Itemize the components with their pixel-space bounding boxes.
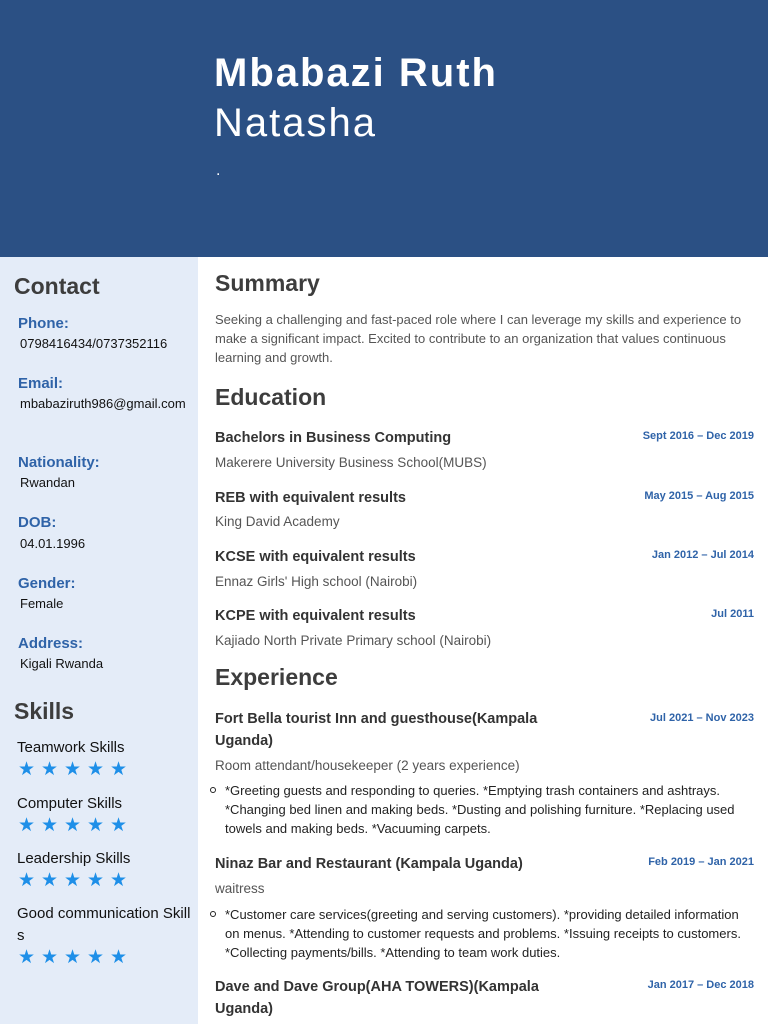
contact-value-phone: 0798416434/0737352116 <box>20 336 168 351</box>
education-school: King David Academy <box>215 514 340 529</box>
star-icon: ★ <box>109 759 128 780</box>
education-school: Ennaz Girls' High school (Nairobi) <box>215 574 418 589</box>
bullet-circle-icon <box>208 781 225 838</box>
education-degree: Bachelors in Business Computing <box>215 430 452 446</box>
star-icon: ★ <box>17 815 36 836</box>
header-banner <box>0 0 768 257</box>
skill-name-teamwork: Teamwork Skills <box>17 739 125 756</box>
contact-label-email: Email: <box>18 375 64 392</box>
skill-rating-leadership <box>17 871 128 891</box>
summary-heading: Summary <box>215 270 320 296</box>
contact-label-address: Address: <box>18 635 84 652</box>
star-icon: ★ <box>109 870 128 891</box>
contact-label-gender: Gender: <box>18 575 76 592</box>
experience-dates: Jul 2021 – Nov 2023 <box>650 712 754 724</box>
star-icon: ★ <box>86 759 105 780</box>
education-school: Makerere University Business School(MUBS) <box>215 455 487 470</box>
candidate-first-name: Mbabazi Ruth <box>214 51 498 95</box>
star-icon: ★ <box>40 870 59 891</box>
education-degree: KCPE with equivalent results <box>215 608 416 624</box>
skill-rating-computer <box>17 816 128 836</box>
star-icon: ★ <box>40 759 59 780</box>
star-icon: ★ <box>63 759 82 780</box>
star-icon: ★ <box>17 759 36 780</box>
education-dates: Jan 2012 – Jul 2014 <box>651 549 754 561</box>
header-subtitle: . <box>216 162 221 179</box>
experience-details <box>208 905 756 962</box>
experience-dates: Feb 2019 – Jan 2021 <box>648 856 754 868</box>
star-icon: ★ <box>63 947 82 968</box>
experience-details-text: *Greeting guests and responding to queries. *Emptying trash containers and ashtrays. *Changing bed linen and making beds. *Dusting and polishing furniture. *Replacing used towels and making beds. *Vacuuming carpets. <box>225 783 735 836</box>
education-heading: Education <box>215 384 327 410</box>
experience-heading: Experience <box>215 664 338 690</box>
skill-rating-communication <box>17 948 128 968</box>
skill-rating-teamwork <box>17 760 128 780</box>
contact-label-phone: Phone: <box>18 315 69 332</box>
skill-name-leadership: Leadership Skills <box>17 850 131 867</box>
summary-text: Seeking a challenging and fast-paced role where I can leverage my skills and experience to make a significant impact. Excited to contribute to an organization that values continuous learning and growth. <box>215 312 742 365</box>
contact-heading: Contact <box>14 273 100 299</box>
experience-details <box>208 781 756 838</box>
education-dates: Jul 2011 <box>711 608 754 620</box>
experience-dates: Jan 2017 – Dec 2018 <box>647 979 754 991</box>
candidate-last-name: Natasha <box>214 101 377 145</box>
star-icon: ★ <box>63 870 82 891</box>
experience-role: Room attendant/housekeeper (2 years experience) <box>215 758 520 773</box>
education-degree: KCSE with equivalent results <box>215 549 416 565</box>
star-icon: ★ <box>17 947 36 968</box>
education-school: Kajiado North Private Primary school (Nairobi) <box>215 633 492 648</box>
contact-label-nationality: Nationality: <box>18 454 100 471</box>
contact-value-nationality: Rwandan <box>20 475 75 490</box>
contact-value-gender: Female <box>20 596 64 611</box>
experience-employer: Dave and Dave Group(AHA TOWERS)(Kampala Uganda) <box>215 979 539 1017</box>
skill-name-communication: Good communication Skills <box>17 905 191 944</box>
contact-label-dob: DOB: <box>18 514 57 531</box>
star-icon: ★ <box>109 815 128 836</box>
star-icon: ★ <box>109 947 128 968</box>
education-degree: REB with equivalent results <box>215 490 406 506</box>
star-icon: ★ <box>40 815 59 836</box>
experience-employer: Ninaz Bar and Restaurant (Kampala Uganda) <box>215 856 523 872</box>
skills-heading: Skills <box>14 698 75 724</box>
star-icon: ★ <box>40 947 59 968</box>
star-icon: ★ <box>86 870 105 891</box>
experience-role: waitress <box>215 881 265 896</box>
contact-value-address: Kigali Rwanda <box>20 656 104 671</box>
contact-value-dob: 04.01.1996 <box>20 536 86 551</box>
skill-name-computer: Computer Skills <box>17 795 123 812</box>
education-dates: May 2015 – Aug 2015 <box>644 490 754 502</box>
star-icon: ★ <box>86 815 105 836</box>
experience-details-text: *Customer care services(greeting and serving customers). *providing detailed information on menus. *Attending to customer requests and problems. *Issuing receipts to customers. *Collecting payments/bills. *Attending to team work duties. <box>225 907 741 960</box>
contact-value-email: mbabaziruth986@gmail.com <box>20 396 186 411</box>
star-icon: ★ <box>86 947 105 968</box>
bullet-circle-icon <box>208 905 225 962</box>
star-icon: ★ <box>17 870 36 891</box>
education-dates: Sept 2016 – Dec 2019 <box>642 430 754 442</box>
experience-employer: Fort Bella tourist Inn and guesthouse(Kampala Uganda) <box>215 711 538 749</box>
star-icon: ★ <box>63 815 82 836</box>
